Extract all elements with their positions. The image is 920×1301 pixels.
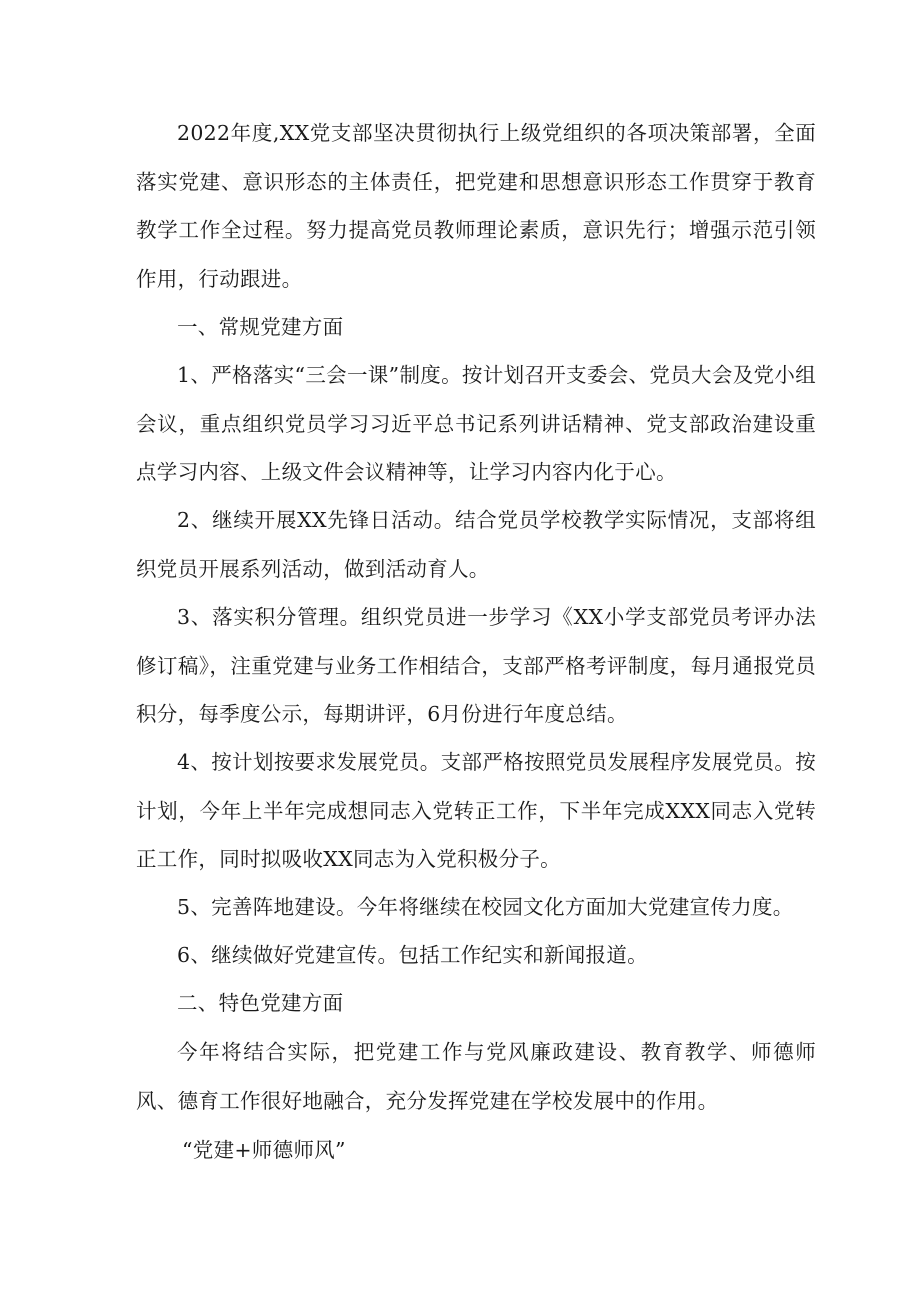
section1-title: 一、常规党建方面 bbox=[177, 315, 344, 339]
section2-title: 二、特色党建方面 bbox=[177, 991, 344, 1015]
item6-paragraph: 6、继续做好党建宣传。包括工作纪实和新闻报道。 bbox=[177, 943, 648, 967]
item3-paragraph: 3、落实积分管理。组织党员进一步学习《XX小学支部党员考评办法修订稿》，注重党建与业务工作相结合，支部严格考评制度，每月通报党员积分，每季度公示，每期讲评，6月份进行年度总结。 bbox=[136, 605, 816, 727]
subheading-party-ethics: “党建+师德师风” bbox=[182, 1138, 346, 1162]
item2-paragraph: 2、继续开展XX先锋日活动。结合党员学校教学实际情况，支部将组织党员开展系列活动，做到活动育人。 bbox=[136, 508, 816, 581]
section2-intro-paragraph: 今年将结合实际，把党建工作与党风廉政建设、教育教学、师德师风、德育工作很好地融合，充分发挥党建在学校发展中的作用。 bbox=[136, 1040, 816, 1113]
item4-paragraph: 4、按计划按要求发展党员。支部严格按照党员发展程序发展党员。按计划，今年上半年完成想同志入党转正工作，下半年完成XXX同志入党转正工作，同时拟吸收XX同志为入党积极分子。 bbox=[136, 750, 816, 872]
item1-paragraph: 1、严格落实“三会一课”制度。按计划召开支委会、党员大会及党小组会议，重点组织党员学习习近平总书记系列讲话精神、党支部政治建设重点学习内容、上级文件会议精神等，让学习内容内化于心。 bbox=[136, 363, 816, 485]
item5-paragraph: 5、完善阵地建设。今年将继续在校园文化方面加大党建宣传力度。 bbox=[177, 895, 794, 919]
intro-paragraph: 2022年度,XX党支部坚决贯彻执行上级党组织的各项决策部署，全面落实党建、意识形态的主体责任，把党建和思想意识形态工作贯穿于教育教学工作全过程。努力提高党员教师理论素质，意识先行；增强示范引领作用，行动跟进。 bbox=[136, 121, 816, 291]
